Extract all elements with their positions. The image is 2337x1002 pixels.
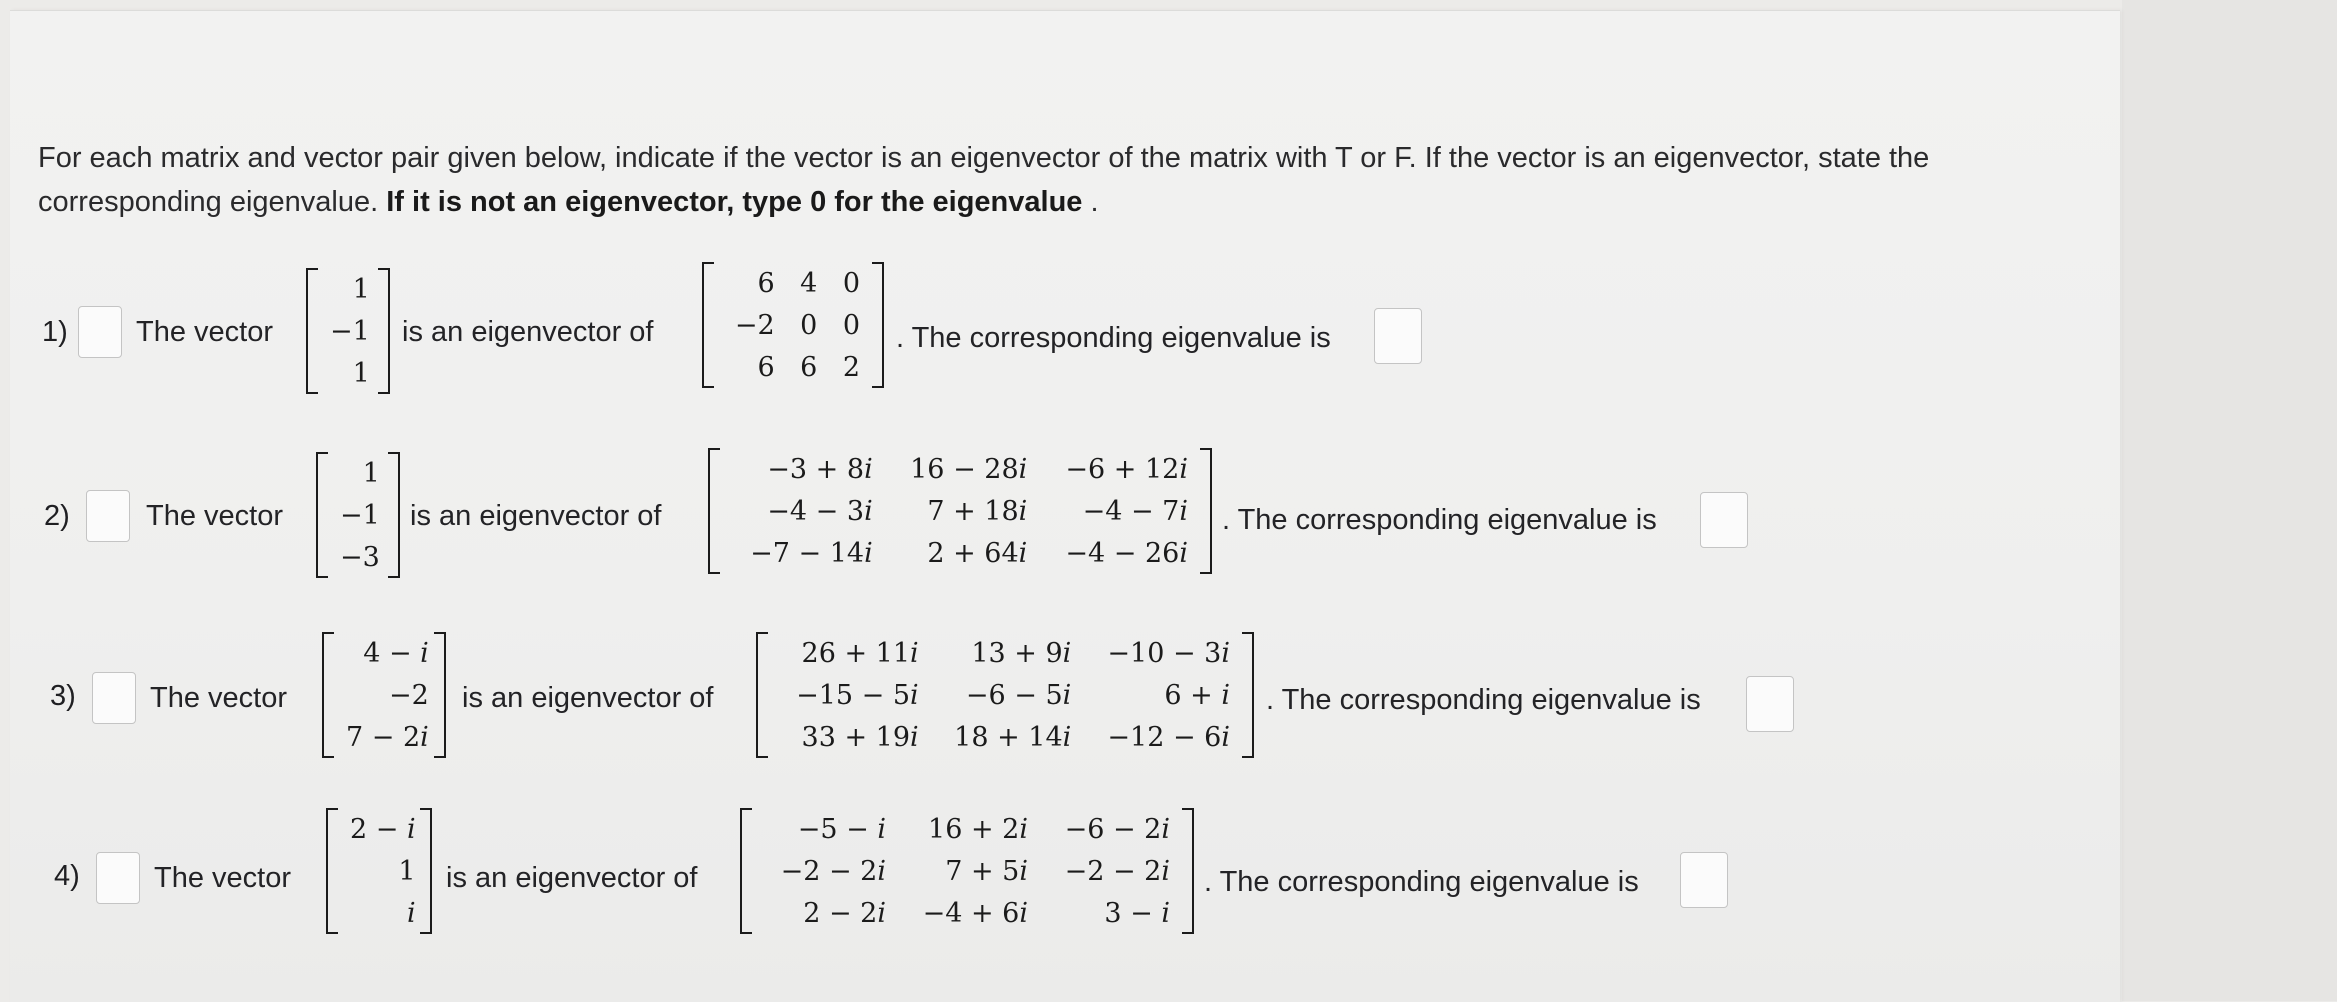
matrix-entry: −6 + 12i — [1065, 453, 1188, 485]
matrix-entry: −3 + 8i — [767, 453, 873, 485]
eigenvector-of-label: is an eigenvector of — [410, 500, 662, 532]
vector-entry: 1 — [352, 357, 370, 389]
eigenvalue-input[interactable] — [1374, 308, 1422, 364]
matrix-entry: 16 + 2i — [928, 813, 1028, 845]
matrix-entry: −2 — [734, 309, 775, 341]
eigenvalue-input[interactable] — [1746, 676, 1794, 732]
matrix-entry: −5 − i — [797, 813, 886, 845]
vector-entry: 2 − i — [350, 813, 416, 845]
vector — [306, 268, 390, 394]
matrix-entry: 6 — [757, 267, 775, 299]
eigenvalue-input[interactable] — [1680, 852, 1728, 908]
matrix-entry: 0 — [842, 267, 860, 299]
tf-answer-box[interactable] — [86, 490, 130, 542]
vector — [322, 632, 446, 758]
matrix-entry: 6 + i — [1164, 679, 1230, 711]
matrix-entry: 33 + 19i — [801, 721, 919, 753]
matrix-entry: 7 + 5i — [945, 855, 1028, 887]
matrix-entry: 2 + 64i — [927, 537, 1028, 569]
vector-entry: 1 — [362, 457, 380, 489]
matrix-entry: 0 — [842, 309, 860, 341]
matrix-entry: −7 − 14i — [750, 537, 873, 569]
matrix — [756, 632, 1254, 758]
instructions-end: . — [1082, 186, 1099, 218]
matrix-entry: −4 − 26i — [1065, 537, 1188, 569]
matrix — [740, 808, 1194, 934]
matrix-entry: −6 − 2i — [1064, 813, 1170, 845]
matrix-entry: −12 − 6i — [1107, 721, 1230, 753]
vector — [326, 808, 432, 934]
eigenvector-of-label: is an eigenvector of — [446, 862, 698, 894]
matrix-entry: 2 — [842, 351, 860, 383]
vector-entry: −1 — [330, 315, 370, 347]
vector-entry: −1 — [340, 499, 380, 531]
problem-number: 2) — [44, 500, 70, 532]
vector-label: The vector — [154, 862, 291, 894]
problem-number: 3) — [50, 680, 76, 712]
eigenvalue-input[interactable] — [1700, 492, 1748, 548]
vector-label: The vector — [150, 682, 287, 714]
background-surface — [2122, 0, 2337, 1001]
matrix-entry: 18 + 14i — [954, 721, 1072, 753]
vector-entry: 1 — [398, 855, 416, 887]
matrix-entry: −6 − 5i — [965, 679, 1072, 711]
matrix-entry: −4 − 7i — [1082, 495, 1188, 527]
vector — [316, 452, 400, 578]
matrix-entry: −2 − 2i — [780, 855, 886, 887]
vector-entry: 1 — [352, 273, 370, 305]
matrix-entry: −4 + 6i — [922, 897, 1028, 929]
matrix-entry: 4 — [800, 267, 818, 299]
matrix-entry: 13 + 9i — [971, 637, 1072, 669]
problem-number: 4) — [54, 860, 80, 892]
matrix-entry: −10 − 3i — [1107, 637, 1230, 669]
eigenvalue-label: . The corresponding eigenvalue is — [1222, 504, 1657, 536]
matrix-entry: 3 − i — [1104, 897, 1170, 929]
matrix-entry: −4 − 3i — [767, 495, 873, 527]
eigenvalue-label: . The corresponding eigenvalue is — [896, 322, 1331, 354]
eigenvalue-label: . The corresponding eigenvalue is — [1266, 684, 1701, 716]
instructions-bold: If it is not an eigenvector, type 0 for the eigenvalue — [386, 186, 1083, 218]
matrix-entry: 6 — [800, 351, 818, 383]
matrix-entry: −15 − 5i — [796, 679, 919, 711]
matrix-entry: 7 + 18i — [927, 495, 1028, 527]
matrix-entry: 16 − 28i — [910, 453, 1028, 485]
vector-entry: 7 − 2i — [346, 721, 429, 753]
vector-entry: −2 — [388, 679, 429, 711]
eigenvalue-label: . The corresponding eigenvalue is — [1204, 866, 1639, 898]
tf-answer-box[interactable] — [78, 306, 122, 358]
vector-entry: −3 — [340, 541, 380, 573]
eigenvector-of-label: is an eigenvector of — [402, 316, 654, 348]
matrix-entry: 0 — [800, 309, 818, 341]
matrix-entry: 6 — [757, 351, 775, 383]
tf-answer-box[interactable] — [92, 672, 136, 724]
matrix-entry: −2 − 2i — [1064, 855, 1170, 887]
problem-number: 1) — [42, 316, 68, 348]
eigenvector-of-label: is an eigenvector of — [462, 682, 714, 714]
vector-label: The vector — [146, 500, 283, 532]
vector-entry: 4 − i — [363, 637, 429, 669]
matrix-entry: 2 − 2i — [803, 897, 886, 929]
vector-label: The vector — [136, 316, 273, 348]
matrix — [702, 262, 884, 388]
matrix-entry: 26 + 11i — [801, 637, 919, 669]
tf-answer-box[interactable] — [96, 852, 140, 904]
instructions-text: For each matrix and vector pair given below, indicate if the vector is an eigenvector of the matrix with T or F. If the vector is an eigenvector, state the corresponding eigenvalue. — [38, 142, 1930, 218]
matrix — [708, 448, 1212, 574]
vector-entry: i — [406, 897, 416, 929]
